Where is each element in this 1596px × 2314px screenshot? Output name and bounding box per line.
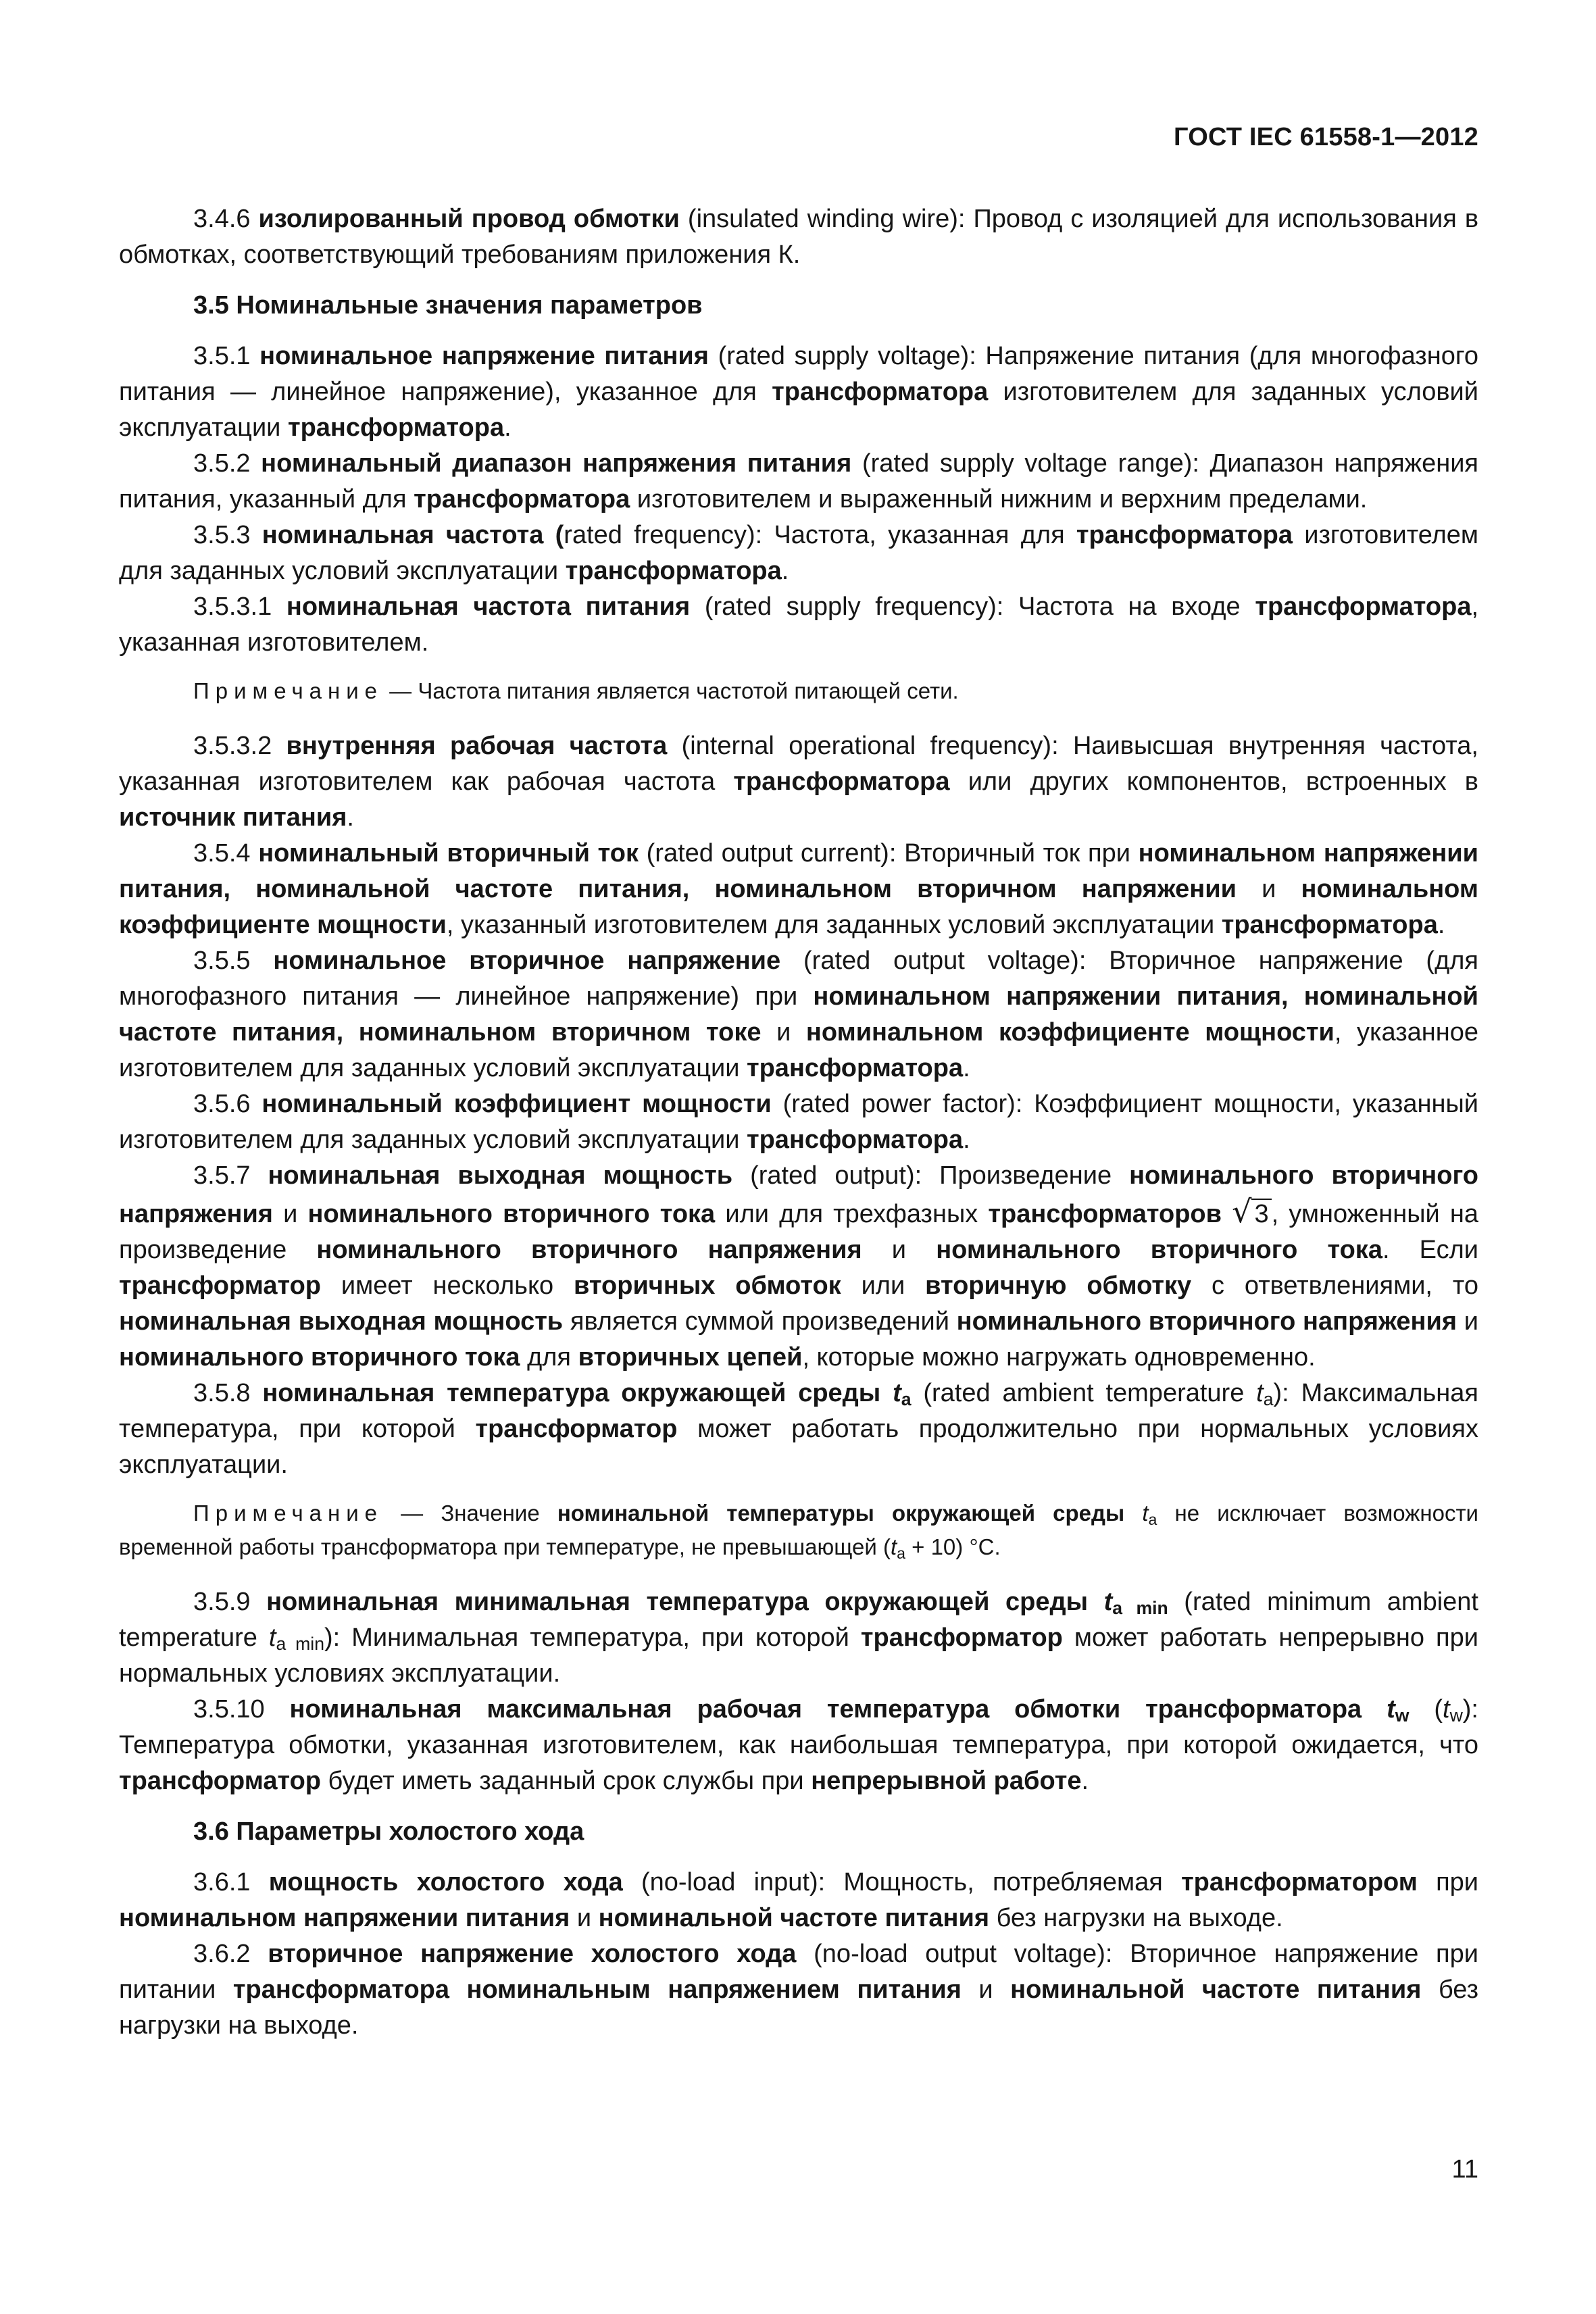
term-text: вторичное напряжение холостого хода [268,1940,797,1968]
term-text: внутренняя рабочая частота [286,732,668,760]
body-text: при [1417,1868,1479,1896]
term-text: трансформатора [287,413,505,442]
body-text: t [1443,1695,1450,1724]
note-paragraph [119,1496,1478,1564]
body-text: может работать непрерывно при нормальных условиях эксплуатации. [119,1624,1478,1688]
term-text: t [1387,1695,1395,1724]
body-text: или для трехфазных [715,1200,989,1228]
term-text: номинальном напряжении питания, номинальной частоте питания, номинальном вторичном токе [119,982,1478,1047]
term-text: w [1395,1705,1410,1726]
body-text: или [841,1272,926,1300]
body-text: имеет несколько [321,1272,574,1300]
body-text: (rated output current): Вторичный ток при [638,839,1139,867]
definition-paragraph [119,836,1478,943]
body-text: 3.6.1 [193,1868,269,1896]
definition-paragraph [119,943,1478,1086]
term-text: источник питания [119,803,347,832]
term-text: номинальный вторичный ток [258,839,639,867]
body-text: a min [276,1634,324,1654]
term-text: номинального вторичного тока [936,1236,1382,1264]
body-text: 3.5.2 [193,449,261,478]
body-text: может работать продолжительно при нормальных условиях эксплуатации. [119,1415,1478,1479]
term-text: номинального вторичного напряжения [956,1307,1457,1336]
body-text: (rated output): Произведение [732,1161,1130,1190]
term-text: трансформатора [733,768,950,796]
section-heading [119,288,1478,324]
body-text: — Частота питания является частотой питающей сети. [383,678,959,703]
definition-paragraph [119,1692,1478,1799]
square-root-argument: 3 [1251,1199,1271,1228]
definition-paragraph [119,728,1478,836]
body-text: без нагрузки на выходе. [989,1904,1283,1932]
body-text: 3.5.10 [193,1695,290,1724]
definition-paragraph [119,589,1478,661]
body-text: и [961,1976,1011,2004]
body-text: без нагрузки на выходе. [119,1976,1478,2040]
body-text: (rated power factor): Коэффициент мощности, указанный изготовителем для заданных условий эксплуатации [119,1090,1478,1154]
body-text: 3.5.3.1 [193,593,286,621]
term-text: трансформатором [1181,1868,1418,1896]
term-text: номинальный диапазон напряжения питания [261,449,852,478]
term-text: a min [1112,1598,1168,1618]
term-text: t [893,1379,901,1407]
body-text: (insulated winding wire): Провод с изоляцией для использования в обмотках, соответствующий требованиям приложения К. [119,205,1479,269]
body-text: 3.5.5 [193,947,274,975]
body-text: и [1457,1307,1478,1336]
body-text: t [1142,1501,1149,1526]
body-text: или других компонентов, встроенных в [949,768,1478,796]
body-text: будет иметь заданный срок службы при [321,1767,812,1795]
body-text: 3.5.3.2 [193,732,286,760]
body-text [1222,1200,1232,1228]
document-header-code: ГОСТ IEC 61558-1—2012 [1174,123,1478,151]
term-text: трансформатора [772,378,989,406]
body-text: и [1236,875,1301,903]
term-text: номинальной температуры окружающей среды [557,1501,1143,1526]
body-text: , которые можно нагружать одновременно. [802,1343,1316,1372]
term-text: номинальном коэффициенте мощности [119,875,1478,939]
term-text: номинальная минимальная температура окружающей среды [266,1588,1104,1616]
term-text: номинальная частота питания [286,593,691,621]
body-text: . [347,803,354,832]
page-number: 11 [1451,2155,1478,2184]
body-text: не исключает возможности временной работы трансформатора при температуре, не превышающей ( [119,1501,1478,1559]
body-text: . Если [1382,1236,1478,1264]
term-text: номинальная частота ( [261,521,564,549]
body-text: с ответвлениями, то [1191,1272,1478,1300]
square-root-expression [1232,1193,1271,1230]
term-text: трансформатор [119,1767,321,1795]
term-text: трансформатора [414,485,630,513]
term-text: номинальном коэффициенте мощности [805,1018,1335,1047]
term-text: номинальная температура окружающей среды [262,1379,893,1407]
term-text: номинального вторичного тока [119,1343,520,1372]
body-text: Примечание [193,1501,384,1526]
body-text: ): Минимальная температура, при которой [324,1624,861,1652]
body-text: . [1081,1767,1089,1795]
body-text: . [963,1054,970,1082]
body-text: 3.6.2 [193,1940,268,1968]
body-text: , умноженный на произведение [119,1200,1479,1264]
term-text: номинальной частоте питания [1010,1976,1422,2004]
body-text: + 10) °C. [905,1534,1001,1559]
body-text: t [268,1624,276,1652]
body-text: . [963,1126,970,1154]
body-text: (rated supply voltage): Напряжение питания (для многофазного питания — линейное напряжение), указанное для [119,342,1479,406]
term-text: номинальный коэффициент мощности [261,1090,772,1118]
body-text: 3.5.6 [193,1090,262,1118]
body-text: t [890,1534,897,1559]
body-text: w [1449,1705,1463,1726]
body-text: ): Максимальная температура, при которой [119,1379,1478,1443]
term-text: трансформатор [119,1272,321,1300]
body-text: 3.5.8 [193,1379,263,1407]
body-text: , указанная изготовителем. [119,593,1479,657]
term-text: трансформатора [1221,911,1438,939]
body-text: и [570,1904,599,1932]
definition-paragraph [119,1158,1478,1376]
body-text: a [1263,1389,1274,1409]
definition-paragraph [119,338,1478,446]
term-text: номинальное вторичное напряжение [273,947,781,975]
body-text: изготовителем для заданных условий эксплуатации [119,521,1479,585]
body-text: (no-load input): Мощность, потребляемая [622,1868,1182,1896]
body-text: , указанный изготовителем для заданных условий эксплуатации [446,911,1222,939]
body-text: (internal operational frequency): Наивысшая внутренняя частота, указанная изготовителем как рабочая частота [119,732,1478,796]
term-text: трансформатора [1076,521,1293,549]
definition-paragraph [119,446,1478,518]
body-text: (rated supply frequency): Частота на входе [690,593,1255,621]
body-text: (rated output voltage): Вторичное напряжение (для многофазного питания — линейное напряжение) при [119,947,1479,1011]
term-text: изолированный провод обмотки [258,205,680,233]
body-text: Примечание [193,678,384,703]
definition-paragraph [119,1376,1478,1483]
body-text: 3.5.4 [193,839,259,867]
body-text: . [781,557,789,585]
term-text: a [901,1389,912,1409]
term-text: номинальное напряжение питания [259,342,709,370]
body-text: . [504,413,512,442]
body-text: для [520,1343,578,1372]
term-text: номинального вторичного напряжения [316,1236,862,1264]
term-text: трансформаторов [988,1200,1222,1228]
body-text: 3.5.3 [193,521,262,549]
body-text: и [761,1018,806,1047]
term-text: номинальная максимальная рабочая температура обмотки трансформатора [289,1695,1387,1724]
body-text: ): Температура обмотки, указанная изготовителем, как наибольшая температура, при которой ожидается, что [119,1695,1478,1759]
body-text: 3.5.9 [193,1588,267,1616]
body-text: изготовителем и выраженный нижним и верхним пределами. [630,485,1368,513]
term-text: вторичных обмоток [574,1272,841,1300]
term-text: вторичную обмотку [925,1272,1192,1300]
body-text: a [897,1544,905,1562]
body-text: является суммой произведений [563,1307,957,1336]
definition-paragraph [119,1936,1478,2044]
body-text: . [1437,911,1445,939]
term-text: номинального вторичного тока [307,1200,716,1228]
term-text: трансформатора номинальным напряжением питания [232,1976,962,2004]
body-text: (rated supply voltage range): Диапазон напряжения питания, указанный для [119,449,1479,513]
term-text: t [1103,1588,1113,1616]
term-text: непрерывной работе [811,1767,1082,1795]
term-text: вторичных цепей [578,1343,803,1372]
body-text: и [862,1236,937,1264]
body-text: 3.5.7 [193,1161,268,1190]
definition-paragraph [119,201,1478,273]
body-text: (rated minimum ambient temperature [119,1588,1478,1652]
body-text: rated frequency): Частота, указанная для [564,521,1076,549]
definition-paragraph [119,1584,1478,1692]
definition-paragraph [119,1086,1478,1158]
term-text: трансформатора [1255,593,1472,621]
term-text: номинальном напряжении питания, номинальной частоте питания, номинальном вторичном напряжении [119,839,1478,903]
definition-paragraph [119,518,1478,589]
body-text: 3.5.1 [193,342,260,370]
term-text: номинального вторичного напряжения [119,1161,1478,1228]
definition-paragraph [119,1865,1478,1936]
body-text: изготовителем для заданных условий эксплуатации [119,378,1479,442]
term-text: номинальная выходная мощность [119,1307,564,1336]
term-text: номинальная выходная мощность [268,1161,733,1190]
term-text: трансформатора [746,1054,964,1082]
section-heading [119,1814,1478,1850]
body-text: t [1256,1379,1264,1407]
term-text: трансформатора [565,557,782,585]
body-text: (rated ambient temperature [911,1379,1257,1407]
body-text: ( [1409,1695,1443,1724]
body-text: , указанное изготовителем для заданных условий эксплуатации [119,1018,1479,1082]
term-text: трансформатор [475,1415,678,1443]
body-text: 3.6 Параметры холостого хода [193,1817,584,1846]
square-root-sign-icon: √ [1232,1193,1252,1230]
term-text: номинальной частоте питания [598,1904,990,1932]
term-text: трансформатор [860,1624,1063,1652]
term-text: мощность холостого хода [268,1868,623,1896]
term-text: трансформатора [746,1126,964,1154]
document-body [119,201,1478,2044]
body-text: и [272,1200,308,1228]
term-text: номинальном напряжении питания [119,1904,570,1932]
body-text: 3.4.6 [193,205,259,233]
body-text: 3.5 Номинальные значения параметров [193,291,703,320]
body-text: — Значение [383,1501,557,1526]
body-text: a [1148,1511,1157,1528]
body-text: (no-load output voltage): Вторичное напряжение при питании [119,1940,1478,2004]
note-paragraph [119,674,1478,708]
